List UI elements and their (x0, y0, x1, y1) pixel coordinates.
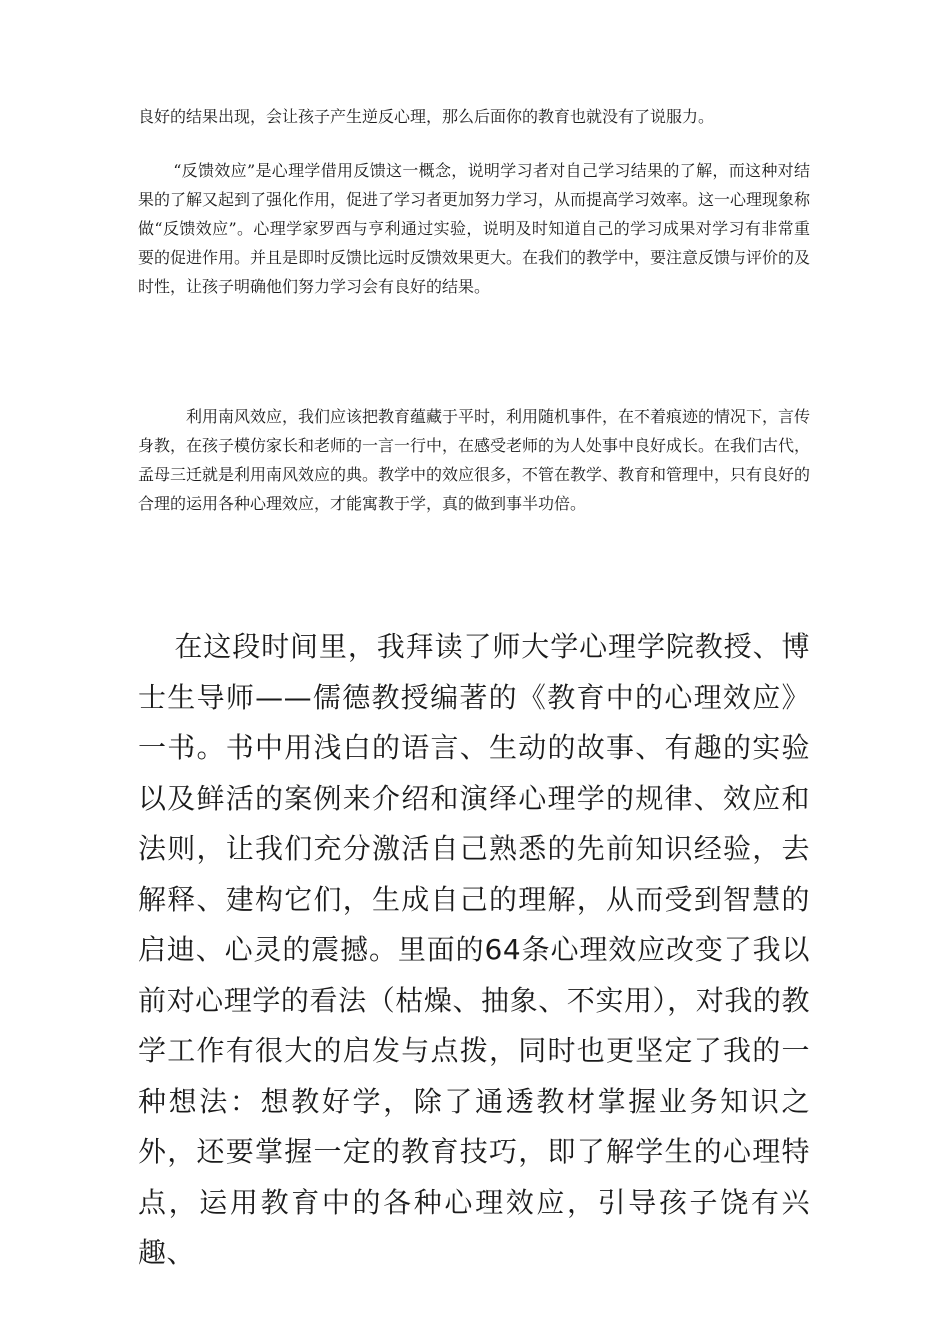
paragraph-south-wind-effect: 利用南风效应，我们应该把教育蕴藏于平时，利用随机事件，在不着痕迹的情况下，言传身教，在孩子模仿家长和老师的一言一行中，在感受老师的为人处事中良好成长。在我们古代，孟母三迁就是利用南风效应的典。教学中的效应很多，不管在教学、教育和管理中，只有良好的合理的运用各种心理效应，才能寓教于学，真的做到事半功倍。 (138, 407, 811, 513)
paragraph-continuation: 良好的结果出现，会让孩子产生逆反心理，那么后面你的教育也就没有了说服力。 (138, 107, 715, 126)
paragraph-feedback-effect: “反馈效应”是心理学借用反馈这一概念，说明学习者对自己学习结果的了解，而这种对结果的了解又起到了强化作用，促进了学习者更加努力学习，从而提高学习效率。这一心理现象称做“反馈效应”。心理学家罗西与亨利通过实验，说明及时知道自己的学习成果对学习有非常重要的促进作用。并且是即时反馈比远时反馈效果更大。在我们的教学中，要注意反馈与评价的及时性，让孩子明确他们努力学习会有良好的结果。 (138, 161, 811, 296)
paragraph-book-reflection: 在这段时间里，我拜读了师大学心理学院教授、博士生导师——儒德教授编著的《教育中的心理效应》一书。书中用浅白的语言、生动的故事、有趣的实验以及鲜活的案例来介绍和演绎心理学的规律、效应和法则，让我们充分激活自己熟悉的先前知识经验，去解释、建构它们，生成自己的理解，从而受到智慧的启迪、心灵的震撼。里面的64条心理效应改变了我以前对心理学的看法（枯燥、抽象、不实用），对我的教学工作有很大的启发与点拨，同时也更坚定了我的一种想法：想教好学，除了通透教材掌握业务知识之外，还要掌握一定的教育技巧，即了解学生的心理特点，运用教育中的各种心理效应，引导孩子饶有兴趣、 (138, 630, 810, 1269)
